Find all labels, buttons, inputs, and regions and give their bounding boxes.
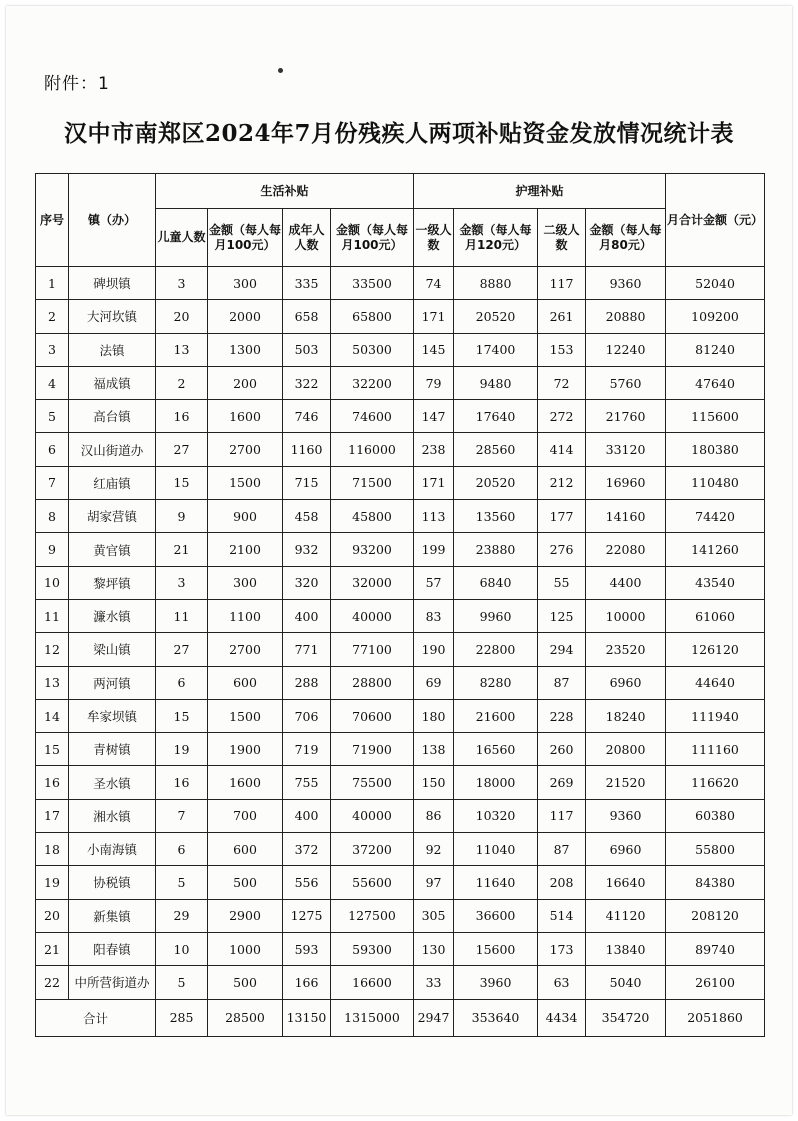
cell-level2-amount: 21760 [586,400,666,433]
cell-children-amount: 300 [208,267,283,300]
cell-level2: 276 [538,533,586,566]
cell-adults: 556 [283,866,331,899]
cell-seq: 6 [36,433,69,466]
cell-level2: 117 [538,267,586,300]
cell-level1-amount: 20520 [454,466,538,499]
cell-children: 3 [156,566,208,599]
cell-children: 9 [156,500,208,533]
cell-adults-amount: 71900 [331,733,414,766]
cell-adults: 1160 [283,433,331,466]
cell-children: 19 [156,733,208,766]
cell-level1: 138 [414,733,454,766]
cell-level2: 260 [538,733,586,766]
cell-town: 大河坎镇 [69,300,156,333]
cell-total: 44640 [666,666,765,699]
cell-level2-amount: 6960 [586,833,666,866]
cell-adults-amount: 40000 [331,799,414,832]
cell-adults: 503 [283,333,331,366]
header-level1-amount: 金额（每人每月120元） [454,209,538,267]
cell-children: 2 [156,366,208,399]
cell-adults-amount: 59300 [331,932,414,965]
cell-level1: 147 [414,400,454,433]
cell-adults: 746 [283,400,331,433]
cell-level2: 153 [538,333,586,366]
cell-children-amount: 700 [208,799,283,832]
cell-level1-amount: 6840 [454,566,538,599]
cell-level2: 125 [538,599,586,632]
cell-adults-amount: 116000 [331,433,414,466]
cell-seq: 22 [36,966,69,999]
cell-seq: 9 [36,533,69,566]
cell-level1-amount: 13560 [454,500,538,533]
cell-town: 湘水镇 [69,799,156,832]
cell-total: 84380 [666,866,765,899]
cell-adults: 320 [283,566,331,599]
cell-seq: 11 [36,599,69,632]
cell-level1: 33 [414,966,454,999]
cell-children-amount: 900 [208,500,283,533]
cell-town: 法镇 [69,333,156,366]
cell-level2-amount: 5760 [586,366,666,399]
cell-seq: 19 [36,866,69,899]
cell-town: 圣水镇 [69,766,156,799]
cell-level2: 228 [538,699,586,732]
cell-level1: 171 [414,466,454,499]
cell-adults-amount: 74600 [331,400,414,433]
cell-children-amount: 500 [208,966,283,999]
cell-children-amount: 600 [208,666,283,699]
cell-level2-amount: 13840 [586,932,666,965]
cell-children: 27 [156,433,208,466]
cell-level1: 130 [414,932,454,965]
cell-children: 6 [156,833,208,866]
cell-total: 47640 [666,366,765,399]
cell-level1-amount: 8280 [454,666,538,699]
cell-adults-amount: 55600 [331,866,414,899]
cell-level2: 72 [538,366,586,399]
cell-seq: 10 [36,566,69,599]
table-row [36,733,765,766]
cell-level1: 92 [414,833,454,866]
cell-level1: 86 [414,799,454,832]
table-row [36,566,765,599]
cell-level2-amount: 16640 [586,866,666,899]
cell-level1-amount: 23880 [454,533,538,566]
cell-level2-amount: 18240 [586,699,666,732]
cell-town: 青树镇 [69,733,156,766]
cell-adults: 1275 [283,899,331,932]
cell-total: 111160 [666,733,765,766]
table-row [36,699,765,732]
cell-total: 180380 [666,433,765,466]
cell-children: 5 [156,966,208,999]
cell-adults: 400 [283,599,331,632]
cell-children-amount: 1600 [208,766,283,799]
cell-total: 55800 [666,833,765,866]
cell-level2: 272 [538,400,586,433]
cell-level2-amount: 5040 [586,966,666,999]
cell-seq: 1 [36,267,69,300]
cell-town: 阳春镇 [69,932,156,965]
table-row [36,866,765,899]
cell-total: 60380 [666,799,765,832]
cell-adults: 458 [283,500,331,533]
cell-level1: 171 [414,300,454,333]
cell-seq: 12 [36,633,69,666]
cell-children: 5 [156,866,208,899]
cell-town: 高台镇 [69,400,156,433]
cell-adults: 755 [283,766,331,799]
cell-level1-amount: 17400 [454,333,538,366]
cell-level1: 83 [414,599,454,632]
cell-level1: 57 [414,566,454,599]
header-monthly-total: 月合计金额（元） [666,174,765,267]
cell-town: 中所营街道办 [69,966,156,999]
cell-adults: 593 [283,932,331,965]
cell-level1-amount: 16560 [454,733,538,766]
cell-level2-amount: 9360 [586,799,666,832]
cell-seq: 5 [36,400,69,433]
cell-seq: 3 [36,333,69,366]
cell-town: 协税镇 [69,866,156,899]
cell-children: 15 [156,466,208,499]
cell-children-amount: 600 [208,833,283,866]
table-row [36,966,765,999]
table-row [36,400,765,433]
totals-grand-total: 2051860 [666,999,765,1036]
cell-children-amount: 2700 [208,633,283,666]
cell-adults: 719 [283,733,331,766]
table-row [36,799,765,832]
cell-level2: 212 [538,466,586,499]
cell-adults-amount: 32200 [331,366,414,399]
header-level2-count: 二级人数 [538,209,586,267]
cell-level2-amount: 4400 [586,566,666,599]
cell-total: 208120 [666,899,765,932]
cell-adults-amount: 28800 [331,666,414,699]
cell-level2: 269 [538,766,586,799]
cell-level1-amount: 17640 [454,400,538,433]
cell-children: 15 [156,699,208,732]
cell-town: 黄官镇 [69,533,156,566]
cell-total: 126120 [666,633,765,666]
cell-level2: 414 [538,433,586,466]
cell-level1-amount: 11640 [454,866,538,899]
cell-adults: 166 [283,966,331,999]
cell-level1-amount: 28560 [454,433,538,466]
cell-level1-amount: 15600 [454,932,538,965]
cell-town: 福成镇 [69,366,156,399]
cell-town: 梁山镇 [69,633,156,666]
table-row [36,766,765,799]
cell-seq: 16 [36,766,69,799]
totals-children-amount: 28500 [208,999,283,1036]
cell-level1: 69 [414,666,454,699]
cell-total: 111940 [666,699,765,732]
totals-level2-amount: 354720 [586,999,666,1036]
table-row [36,267,765,300]
cell-total: 26100 [666,966,765,999]
header-level2-amount: 金额（每人每月80元） [586,209,666,267]
table-row [36,533,765,566]
cell-total: 89740 [666,932,765,965]
cell-seq: 8 [36,500,69,533]
cell-total: 109200 [666,300,765,333]
cell-level2-amount: 14160 [586,500,666,533]
cell-children-amount: 2000 [208,300,283,333]
cell-level2: 117 [538,799,586,832]
cell-adults: 715 [283,466,331,499]
cell-level2-amount: 21520 [586,766,666,799]
cell-seq: 2 [36,300,69,333]
cell-children-amount: 200 [208,366,283,399]
header-adult-amount: 金额（每人每月100元） [331,209,414,267]
cell-children-amount: 2900 [208,899,283,932]
cell-level1-amount: 20520 [454,300,538,333]
cell-adults: 372 [283,833,331,866]
cell-town: 黎坪镇 [69,566,156,599]
cell-children-amount: 2700 [208,433,283,466]
table-row [36,366,765,399]
cell-children: 27 [156,633,208,666]
cell-level1: 97 [414,866,454,899]
cell-seq: 14 [36,699,69,732]
cell-children: 3 [156,267,208,300]
cell-town: 汉山街道办 [69,433,156,466]
cell-level2: 173 [538,932,586,965]
cell-seq: 15 [36,733,69,766]
table-row [36,833,765,866]
cell-adults: 322 [283,366,331,399]
cell-adults: 771 [283,633,331,666]
cell-level2-amount: 16960 [586,466,666,499]
table-row [36,666,765,699]
table-row [36,932,765,965]
cell-total: 110480 [666,466,765,499]
totals-level2: 4434 [538,999,586,1036]
cell-town: 碑坝镇 [69,267,156,300]
header-living-subsidy: 生活补贴 [156,174,414,209]
cell-town: 小南海镇 [69,833,156,866]
table-row [36,599,765,632]
cell-level1: 113 [414,500,454,533]
cell-children: 16 [156,766,208,799]
header-town: 镇（办） [69,174,156,267]
cell-level2: 87 [538,666,586,699]
cell-children-amount: 1500 [208,699,283,732]
cell-total: 115600 [666,400,765,433]
cell-town: 胡家营镇 [69,500,156,533]
cell-children-amount: 1900 [208,733,283,766]
header-seq: 序号 [36,174,69,267]
header-adult-count: 成年人人数 [283,209,331,267]
cell-level2-amount: 10000 [586,599,666,632]
cell-adults-amount: 37200 [331,833,414,866]
cell-level1: 74 [414,267,454,300]
header-children-amount: 金额（每人每月100元） [208,209,283,267]
cell-children-amount: 500 [208,866,283,899]
cell-children: 7 [156,799,208,832]
cell-level1-amount: 36600 [454,899,538,932]
cell-total: 116620 [666,766,765,799]
table-row [36,899,765,932]
cell-seq: 18 [36,833,69,866]
cell-level1-amount: 9960 [454,599,538,632]
cell-seq: 20 [36,899,69,932]
cell-seq: 21 [36,932,69,965]
cell-children-amount: 1000 [208,932,283,965]
cell-level1-amount: 11040 [454,833,538,866]
cell-seq: 7 [36,466,69,499]
cell-adults-amount: 75500 [331,766,414,799]
subsidy-table [35,173,765,1037]
cell-level1: 150 [414,766,454,799]
cell-adults-amount: 50300 [331,333,414,366]
table-row [36,300,765,333]
cell-level1-amount: 21600 [454,699,538,732]
cell-seq: 17 [36,799,69,832]
cell-children: 29 [156,899,208,932]
cell-total: 81240 [666,333,765,366]
header-children-count: 儿童人数 [156,209,208,267]
cell-adults-amount: 70600 [331,699,414,732]
cell-adults: 706 [283,699,331,732]
cell-total: 52040 [666,267,765,300]
cell-adults-amount: 16600 [331,966,414,999]
cell-level1: 305 [414,899,454,932]
cell-level1: 190 [414,633,454,666]
cell-adults: 932 [283,533,331,566]
totals-adults: 13150 [283,999,331,1036]
totals-label: 合计 [36,999,156,1036]
cell-adults: 400 [283,799,331,832]
cell-level2: 294 [538,633,586,666]
table-row [36,500,765,533]
cell-children: 13 [156,333,208,366]
table-row [36,333,765,366]
cell-total: 61060 [666,599,765,632]
cell-level2-amount: 20880 [586,300,666,333]
cell-adults: 335 [283,267,331,300]
totals-row [36,999,765,1036]
cell-total: 43540 [666,566,765,599]
totals-adults-amount: 1315000 [331,999,414,1036]
totals-level1-amount: 353640 [454,999,538,1036]
cell-level1-amount: 22800 [454,633,538,666]
cell-adults: 658 [283,300,331,333]
cell-adults-amount: 45800 [331,500,414,533]
cell-level2-amount: 9360 [586,267,666,300]
cell-adults-amount: 65800 [331,300,414,333]
cell-level2-amount: 20800 [586,733,666,766]
cell-level2-amount: 23520 [586,633,666,666]
cell-level2-amount: 12240 [586,333,666,366]
cell-level2-amount: 6960 [586,666,666,699]
cell-level2: 514 [538,899,586,932]
cell-adults-amount: 33500 [331,267,414,300]
cell-children-amount: 300 [208,566,283,599]
cell-adults-amount: 40000 [331,599,414,632]
cell-children: 10 [156,932,208,965]
cell-children-amount: 1600 [208,400,283,433]
cell-adults-amount: 32000 [331,566,414,599]
cell-children-amount: 2100 [208,533,283,566]
cell-children-amount: 1100 [208,599,283,632]
cell-children: 16 [156,400,208,433]
table-row [36,633,765,666]
cell-level1-amount: 9480 [454,366,538,399]
cell-level1-amount: 3960 [454,966,538,999]
cell-adults-amount: 77100 [331,633,414,666]
cell-adults-amount: 127500 [331,899,414,932]
cell-seq: 4 [36,366,69,399]
cell-level2: 261 [538,300,586,333]
cell-level1: 180 [414,699,454,732]
cell-children: 21 [156,533,208,566]
cell-level2: 87 [538,833,586,866]
totals-level1: 2947 [414,999,454,1036]
cell-total: 74420 [666,500,765,533]
cell-town: 牟家坝镇 [69,699,156,732]
table-row [36,466,765,499]
cell-adults-amount: 93200 [331,533,414,566]
totals-children: 285 [156,999,208,1036]
cell-level2: 177 [538,500,586,533]
cell-children: 20 [156,300,208,333]
cell-children: 11 [156,599,208,632]
cell-town: 红庙镇 [69,466,156,499]
cell-town: 新集镇 [69,899,156,932]
cell-level1-amount: 10320 [454,799,538,832]
cell-level1: 145 [414,333,454,366]
cell-level1-amount: 8880 [454,267,538,300]
cell-level2: 63 [538,966,586,999]
cell-adults: 288 [283,666,331,699]
cell-children-amount: 1500 [208,466,283,499]
cell-level2: 208 [538,866,586,899]
cell-children-amount: 1300 [208,333,283,366]
cell-children: 6 [156,666,208,699]
cell-level1: 79 [414,366,454,399]
cell-level2-amount: 22080 [586,533,666,566]
cell-seq: 13 [36,666,69,699]
cell-level2-amount: 33120 [586,433,666,466]
cell-level1: 238 [414,433,454,466]
cell-town: 濂水镇 [69,599,156,632]
cell-level2-amount: 41120 [586,899,666,932]
attachment-label: 附件：1 [44,74,110,94]
cell-town: 两河镇 [69,666,156,699]
cell-level2: 55 [538,566,586,599]
header-level1-count: 一级人数 [414,209,454,267]
page-title: 汉中市南郑区2024年7月份残疾人两项补贴资金发放情况统计表 [63,120,735,147]
table-row [36,433,765,466]
header-care-subsidy: 护理补贴 [414,174,666,209]
cell-adults-amount: 71500 [331,466,414,499]
cell-level1: 199 [414,533,454,566]
scan-speck [278,68,283,73]
cell-level1-amount: 18000 [454,766,538,799]
cell-total: 141260 [666,533,765,566]
